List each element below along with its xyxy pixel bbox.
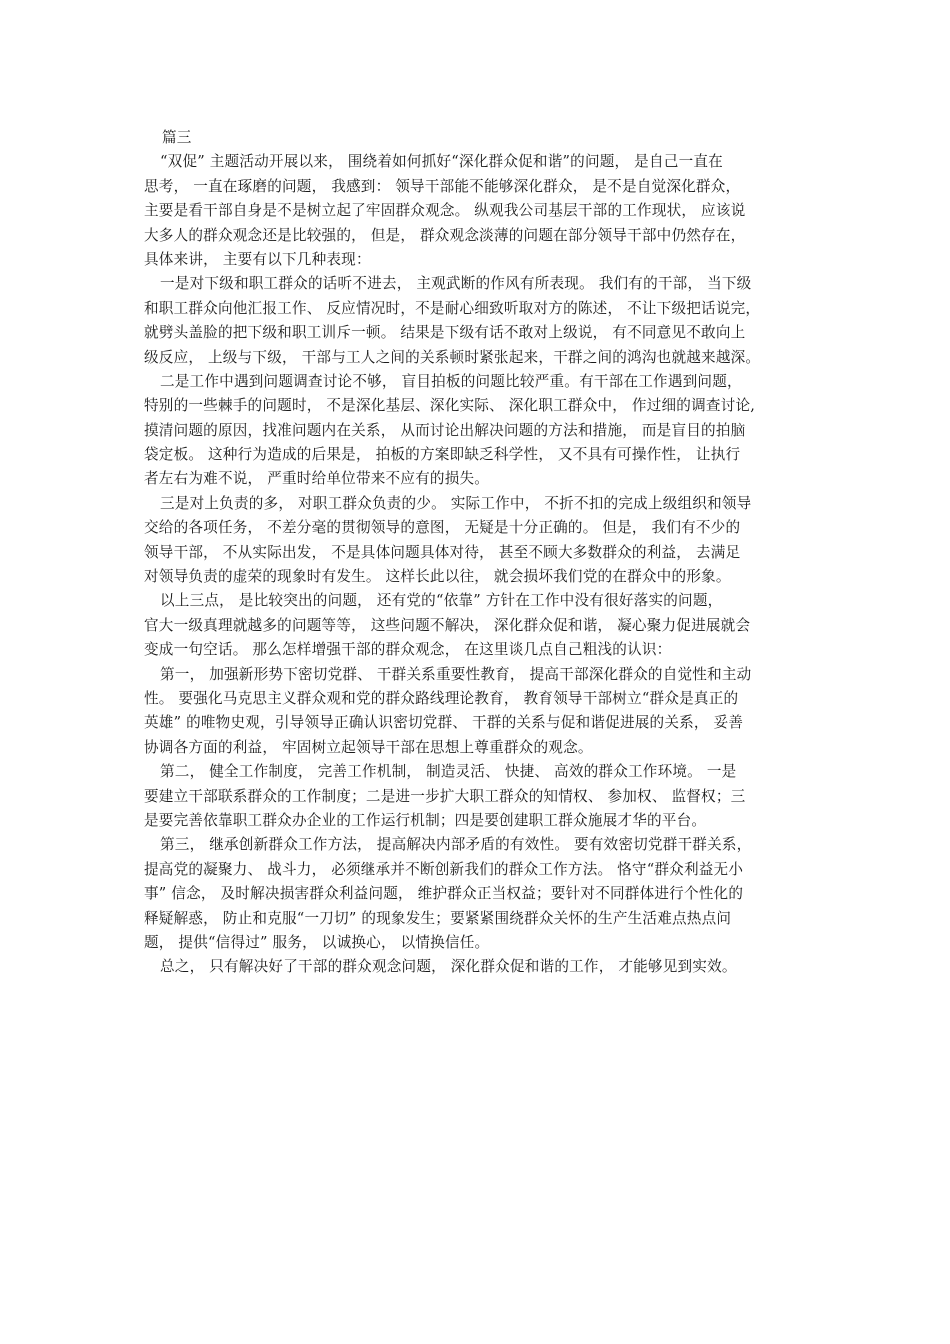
paragraph-line: 者左右为难不说， 严重时给单位带来不应有的损失。 (144, 470, 490, 488)
paragraph-first-line: 第二， 健全工作制度， 完善工作机制， 制造灵活、 快捷、 高效的群众工作环境。 一是 (160, 763, 737, 781)
paragraph-first-line: “双促” 主题活动开展以来， 围绕着如何抓好“深化群众促和谐”的问题， 是自己一直在 (160, 153, 723, 171)
document-heading: 篇三 (162, 129, 192, 146)
paragraph-line: 摸清问题的原因，找准问题内在关系， 从而讨论出解决问题的方法和措施， 而是盲目的拍脑 (144, 421, 746, 439)
paragraph-line: 提高党的凝聚力、 战斗力， 必须继承并不断创新我们的群众工作方法。 恪守“群众利益无小 (144, 860, 744, 878)
paragraph-first-line: 二是工作中遇到问题调查讨论不够， 盲目拍板的问题比较严重。有干部在工作遇到问题， (160, 372, 742, 390)
paragraph-line: 大多人的群众观念还是比较强的， 但是， 群众观念淡薄的问题在部分领导干部中仍然存在， (144, 226, 746, 244)
paragraph-line: 具体来讲， 主要有以下几种表现： (144, 250, 371, 268)
paragraph-first-line: 总之， 只有解决好了干部的群众观念问题， 深化群众促和谐的工作， 才能够见到实效。 (160, 958, 737, 976)
paragraph-first-line: 第三， 继承创新群众工作方法， 提高解决内部矛盾的有效性。 要有效密切党群干群关系， (160, 836, 752, 854)
paragraph-line: 性。 要强化马克思主义群众观和党的群众路线理论教育， 教育领导干部树立“群众是真正的 (144, 689, 739, 707)
paragraph-line: 变成一句空话。 那么怎样增强干部的群众观念， 在这里谈几点自己粗浅的认识： (144, 641, 672, 659)
paragraph-line: 对领导负责的虚荣的现象时有发生。 这样长此以往， 就会损坏我们党的在群众中的形象。 (144, 568, 731, 586)
paragraph-line: 领导干部， 不从实际出发， 不是具体问题具体对待， 甚至不顾大多数群众的利益， 去满足 (144, 543, 741, 561)
paragraph-line: 交给的各项任务， 不差分毫的贯彻领导的意图， 无疑是十分正确的。 但是， 我们有不少的 (144, 519, 741, 537)
paragraph-line: 协调各方面的利益， 牢固树立起领导干部在思想上尊重群众的观念。 (144, 738, 593, 756)
paragraph-line: 题， 提供“信得过” 服务， 以诚换心， 以情换信任。 (144, 933, 490, 951)
paragraph-first-line: 三是对上负责的多， 对职工群众负责的少。 实际工作中， 不折不扣的完成上级组织和领导 (160, 494, 752, 512)
paragraph-line: 事” 信念， 及时解决损害群众利益问题， 维护群众正当权益；要针对不同群体进行个性化的 (144, 885, 744, 903)
paragraph-line: 英雄” 的唯物史观，引导领导正确认识密切党群、 干群的关系与促和谐促进展的关系， 妥善 (144, 714, 744, 732)
paragraph-line: 释疑解惑， 防止和克服“一刀切” 的现象发生；要紧紧围绕群众关怀的生产生活难点热点问 (144, 909, 732, 927)
paragraph-first-line: 第一， 加强新形势下密切党群、 干群关系重要性教育， 提高干部深化群众的自觉性和主动 (160, 665, 752, 683)
paragraph-line: 级反应， 上级与下级， 干部与工人之间的关系顿时紧张起来，干群之间的鸿沟也就越来越深。 (144, 348, 761, 366)
paragraph-line: 是要完善依靠职工群众办企业的工作运行机制；四是要创建职工群众施展才华的平台。 (144, 811, 707, 829)
paragraph-first-line: 一是对下级和职工群众的话听不进去， 主观武断的作风有所表现。 我们有的干部， 当下级 (160, 275, 752, 293)
document-body (144, 150, 816, 979)
paragraph-line: 袋定板。 这种行为造成的后果是， 拍板的方案即缺乏科学性， 又不具有可操作性， 让执行 (144, 446, 741, 464)
paragraph-line: 要建立干部联系群众的工作制度；二是进一步扩大职工群众的知情权、 参加权、 监督权；三 (144, 787, 746, 805)
paragraph-line: 主要是看干部自身是不是树立起了牢固群众观念。 纵观我公司基层干部的工作现状， 应该说 (144, 202, 746, 220)
paragraph-line: 就劈头盖脸的把下级和职工训斥一顿。 结果是下级有话不敢对上级说， 有不同意见不敢向上 (144, 324, 746, 342)
paragraph-line: 思考， 一直在琢磨的问题， 我感到： 领导干部能不能够深化群众， 是不是自觉深化群众， (144, 177, 741, 195)
paragraph-line: 官大一级真理就越多的问题等等， 这些问题不解决， 深化群众促和谐， 凝心聚力促进展就会 (144, 616, 751, 634)
paragraph-first-line: 以上三点， 是比较突出的问题， 还有党的“依靠” 方针在工作中没有很好落实的问题， (160, 592, 723, 610)
paragraph-line: 特别的一些棘手的问题时， 不是深化基层、深化实际、 深化职工群众中， 作过细的调查讨论, (144, 397, 756, 415)
document-page (144, 126, 816, 980)
paragraph-line: 和职工群众向他汇报工作、 反应情况时，不是耐心细致听取对方的陈述， 不让下级把话说完， (144, 299, 761, 317)
